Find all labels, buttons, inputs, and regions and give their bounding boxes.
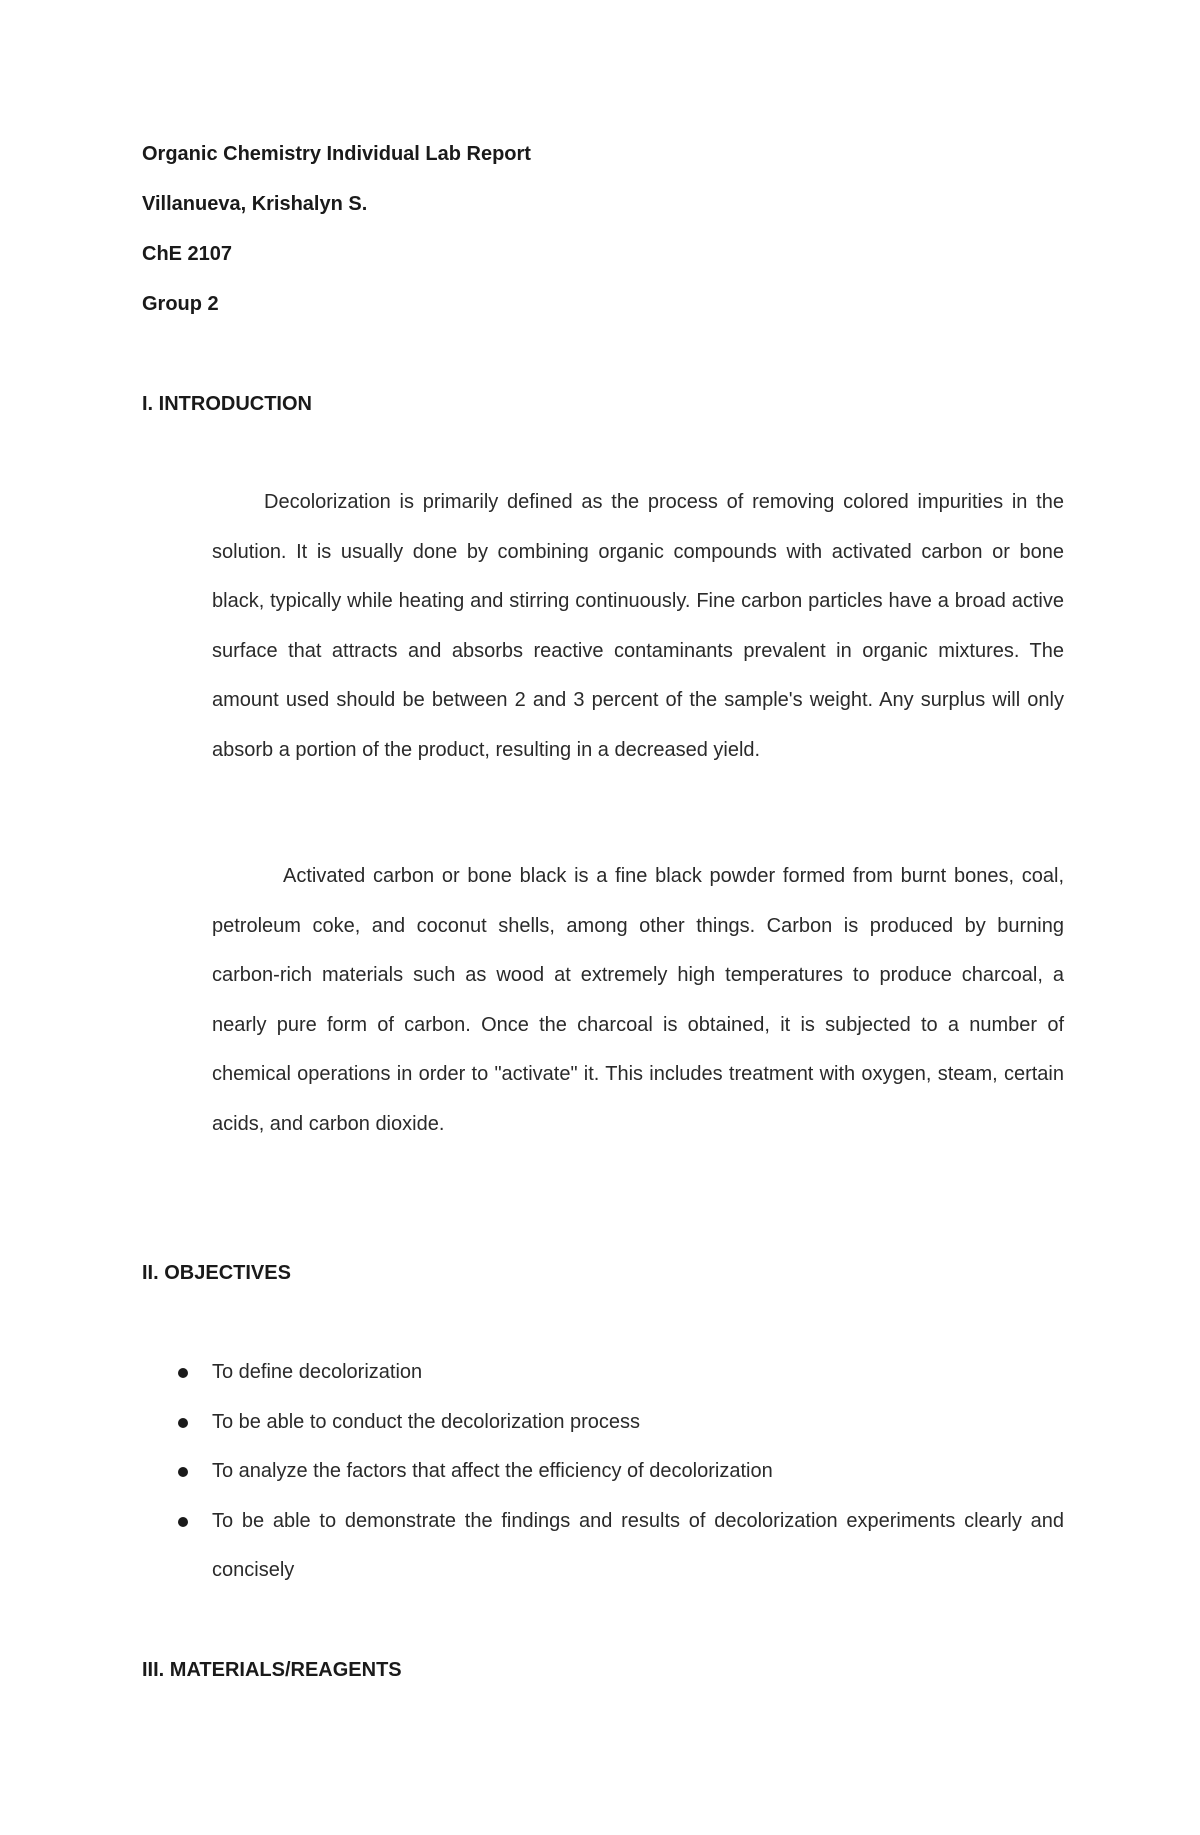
introduction-heading: I. INTRODUCTION — [142, 393, 312, 415]
objective-text: To be able to conduct the decolorization process — [212, 1410, 641, 1433]
course-code: ChE 2107 — [142, 243, 233, 265]
objective-text: To analyze the factors that affect the efficiency of decolorization — [212, 1460, 773, 1483]
list-item — [0, 1447, 1064, 1497]
list-item — [0, 1497, 1064, 1596]
author-name: Villanueva, Krishalyn S. — [142, 193, 368, 215]
introduction-paragraph-1: Decolorization is primarily defined as the process of removing colored impurities in the solution. It is usually done by combining organic compounds with activated carbon or bone black, typically while heating and stirring continuously. Fine carbon particles have a broad active surface that attracts and absorbs reactive contaminants prevalent in organic mixtures. The amount used should be between 2 and 3 percent of the sample's weight. Any surplus will only absorb a portion of the product, resulting in a decreased yield. — [212, 491, 1064, 761]
materials-heading: III. MATERIALS/REAGENTS — [142, 1659, 402, 1681]
objective-text: To define decolorization — [212, 1361, 423, 1383]
list-item — [0, 1348, 1064, 1398]
objective-text: To be able to demonstrate the findings and results of decolorization experiments clearly and concisely — [212, 1509, 1064, 1582]
bullet-icon — [178, 1467, 188, 1477]
report-title: Organic Chemistry Individual Lab Report — [142, 143, 531, 165]
list-item — [0, 1398, 1064, 1448]
bullet-icon — [178, 1418, 188, 1428]
objectives-list — [0, 1348, 1200, 1596]
bullet-icon — [178, 1368, 188, 1378]
bullet-icon — [178, 1517, 188, 1527]
objectives-heading: II. OBJECTIVES — [142, 1262, 291, 1284]
introduction-paragraph-2: Activated carbon or bone black is a fine black powder formed from burnt bones, coal, petroleum coke, and coconut shells, among other things. Carbon is produced by burning carbon-rich materials such as wood at extremely high temperatures to produce charcoal, a nearly pure form of carbon. Once the charcoal is obtained, it is subjected to a number of chemical operations in order to "activate" it. This includes treatment with oxygen, steam, certain acids, and carbon dioxide. — [212, 865, 1064, 1135]
group-label: Group 2 — [142, 293, 219, 315]
